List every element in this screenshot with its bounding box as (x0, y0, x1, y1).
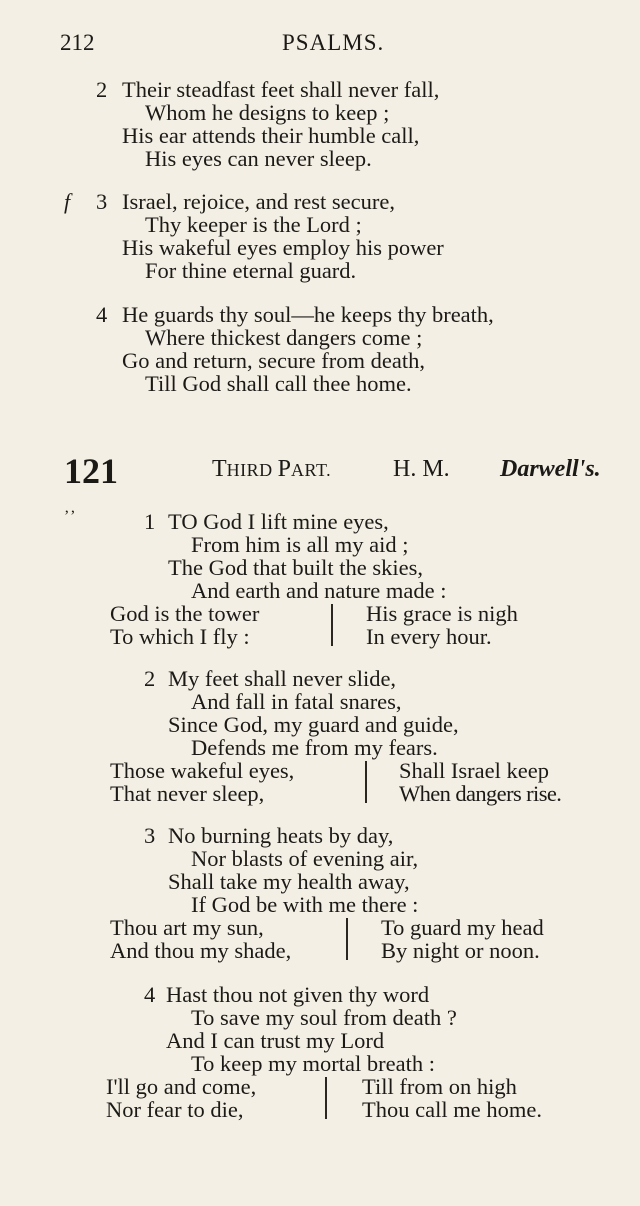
verse-line: Nor blasts of evening air, (191, 846, 419, 871)
verse-line: The God that built the skies, (168, 555, 423, 580)
verse-line: If God be with me there : (191, 892, 419, 917)
verse-line: Go and return, secure from death, (122, 348, 426, 373)
dynamic-mark: ’’ (64, 508, 78, 525)
hymn-meter: H. M. (393, 456, 450, 482)
stanza-number: 2 (96, 77, 108, 102)
verse-line: And I can trust my Lord (166, 1028, 385, 1053)
couplet-right: Thou call me home. (362, 1097, 542, 1122)
stanza-number: 4 (96, 302, 108, 327)
verse-line: Till God shall call thee home. (145, 371, 412, 396)
verse-line: From him is all my aid ; (191, 532, 409, 557)
stanza-number: 1 (144, 509, 156, 534)
couplet-left: I'll go and come, (106, 1074, 257, 1099)
couplet-right: By night or noon. (381, 938, 540, 963)
couplet-left: That never sleep, (110, 781, 265, 806)
verse-line: No burning heats by day, (168, 823, 394, 848)
dynamic-mark: f (64, 189, 71, 214)
verse-line: Their steadfast feet shall never fall, (122, 77, 440, 102)
verse-line: His ear attends their humble call, (122, 123, 420, 148)
couplet-left: To which I fly : (110, 624, 250, 649)
verse-line: Where thickest dangers come ; (145, 325, 423, 350)
verse-line: TO God I lift mine eyes, (168, 509, 389, 534)
verse-line: Hast thou not given thy word (166, 982, 430, 1007)
couplet-left: Thou art my sun, (110, 915, 264, 940)
couplet-divider (365, 761, 367, 803)
couplet-right: In every hour. (366, 624, 492, 649)
couplet-divider (346, 918, 348, 960)
stanza-number: 2 (144, 666, 156, 691)
verse-line: And earth and nature made : (191, 578, 447, 603)
couplet-divider (331, 604, 333, 646)
couplet-divider (325, 1077, 327, 1119)
couplet-left: And thou my shade, (110, 938, 292, 963)
verse-line: And fall in fatal snares, (191, 689, 402, 714)
verse-line: He guards thy soul—he keeps thy breath, (122, 302, 494, 327)
couplet-left: Nor fear to die, (106, 1097, 244, 1122)
hymn-number: 121 (64, 451, 118, 491)
page-number: 212 (60, 30, 95, 55)
couplet-right: When dangers rise. (399, 781, 562, 806)
verse-line: Israel, rejoice, and rest secure, (122, 189, 395, 214)
stanza-number: 4 (144, 982, 156, 1007)
verse-line: To keep my mortal breath : (191, 1051, 435, 1076)
couplet-left: God is the tower (110, 601, 260, 626)
verse-line: For thine eternal guard. (145, 258, 357, 283)
stanza-number: 3 (96, 189, 108, 214)
verse-line: Since God, my guard and guide, (168, 712, 459, 737)
verse-line: Shall take my health away, (168, 869, 410, 894)
verse-line: Thy keeper is the Lord ; (145, 212, 362, 237)
running-header: PSALMS. (282, 30, 385, 55)
verse-line: To save my soul from death ? (191, 1005, 457, 1030)
couplet-right: Shall Israel keep (399, 758, 549, 783)
couplet-right: To guard my head (381, 915, 544, 940)
hymn-part: THIRD PART. (212, 456, 332, 482)
verse-line: My feet shall never slide, (168, 666, 397, 691)
verse-line: Defends me from my fears. (191, 735, 438, 760)
couplet-left: Those wakeful eyes, (110, 758, 295, 783)
couplet-right: His grace is nigh (366, 601, 518, 626)
verse-line: His wakeful eyes employ his power (122, 235, 444, 260)
verse-line: Whom he designs to keep ; (145, 100, 390, 125)
stanza-number: 3 (144, 823, 156, 848)
couplet-right: Till from on high (362, 1074, 517, 1099)
verse-line: His eyes can never sleep. (145, 146, 372, 171)
tune-name: Darwell's. (500, 456, 601, 482)
